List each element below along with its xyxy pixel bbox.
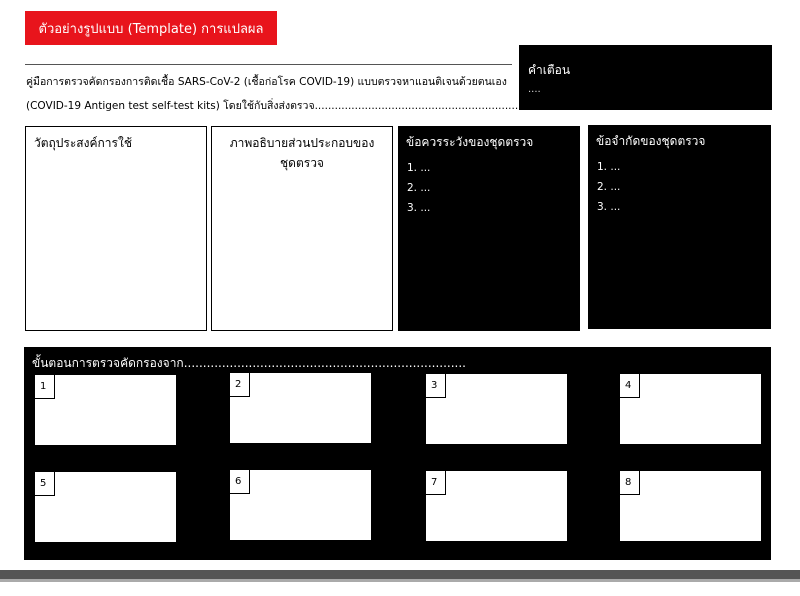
title-line-2: (COVID-19 Antigen test self-test kits) โดยใช้กับสิ่งส่งตรวจ............................................................. xyxy=(26,100,519,112)
title-underline xyxy=(25,64,512,65)
steps-section xyxy=(24,347,771,560)
step-box-1 xyxy=(35,375,176,445)
title-line-1: คู่มือการตรวจคัดกรองการติดเชื้อ SARS-CoV-2 (เชื้อก่อโรค COVID-19) แบบตรวจหาแอนติเจนด้วยตนเอง xyxy=(26,76,507,88)
step-box-5 xyxy=(35,472,176,542)
step-number: 1 xyxy=(35,375,55,399)
list-item: 2. ... xyxy=(407,182,431,194)
warning-body: .... xyxy=(528,84,541,95)
step-number: 8 xyxy=(620,471,640,495)
template-banner xyxy=(25,11,277,45)
list-item: 3. ... xyxy=(597,201,621,213)
step-number: 3 xyxy=(426,374,446,398)
list-item: 2. ... xyxy=(597,181,621,193)
list-item: 3. ... xyxy=(407,202,431,214)
step-number: 5 xyxy=(35,472,55,496)
step-number: 7 xyxy=(426,471,446,495)
step-box-7 xyxy=(426,471,567,541)
warning-title: คำเตือน xyxy=(528,63,571,77)
footer-bar xyxy=(0,570,800,579)
warning-box xyxy=(519,45,772,110)
step-number: 6 xyxy=(230,470,250,494)
precautions-list xyxy=(398,158,580,218)
panel-precautions-title: ข้อควรระวังของชุดตรวจ xyxy=(406,135,534,149)
list-item: 1. ... xyxy=(407,162,431,174)
step-box-6 xyxy=(230,470,371,540)
footer-bar-shadow xyxy=(0,579,800,582)
banner-label: ตัวอย่างรูปแบบ (Template) การแปลผล xyxy=(38,21,264,37)
limitations-list xyxy=(588,157,771,217)
step-number: 4 xyxy=(620,374,640,398)
panel-components xyxy=(211,126,393,331)
panel-precautions xyxy=(398,126,580,331)
step-box-8 xyxy=(620,471,761,541)
step-box-4 xyxy=(620,374,761,444)
panel-purpose-title: วัตถุประสงค์การใช้ xyxy=(34,136,132,150)
steps-title: ขั้นตอนการตรวจคัดกรองจาก.......................................................................... xyxy=(32,356,466,370)
step-box-3 xyxy=(426,374,567,444)
step-box-2 xyxy=(230,373,371,443)
panel-limitations-title: ข้อจำกัดของชุดตรวจ xyxy=(596,134,706,148)
panel-components-title: ภาพอธิบายส่วนประกอบของชุดตรวจ xyxy=(229,136,375,170)
step-number: 2 xyxy=(230,373,250,397)
document-title xyxy=(26,70,519,118)
list-item: 1. ... xyxy=(597,161,621,173)
panel-limitations xyxy=(588,125,771,329)
panel-purpose xyxy=(25,126,207,331)
